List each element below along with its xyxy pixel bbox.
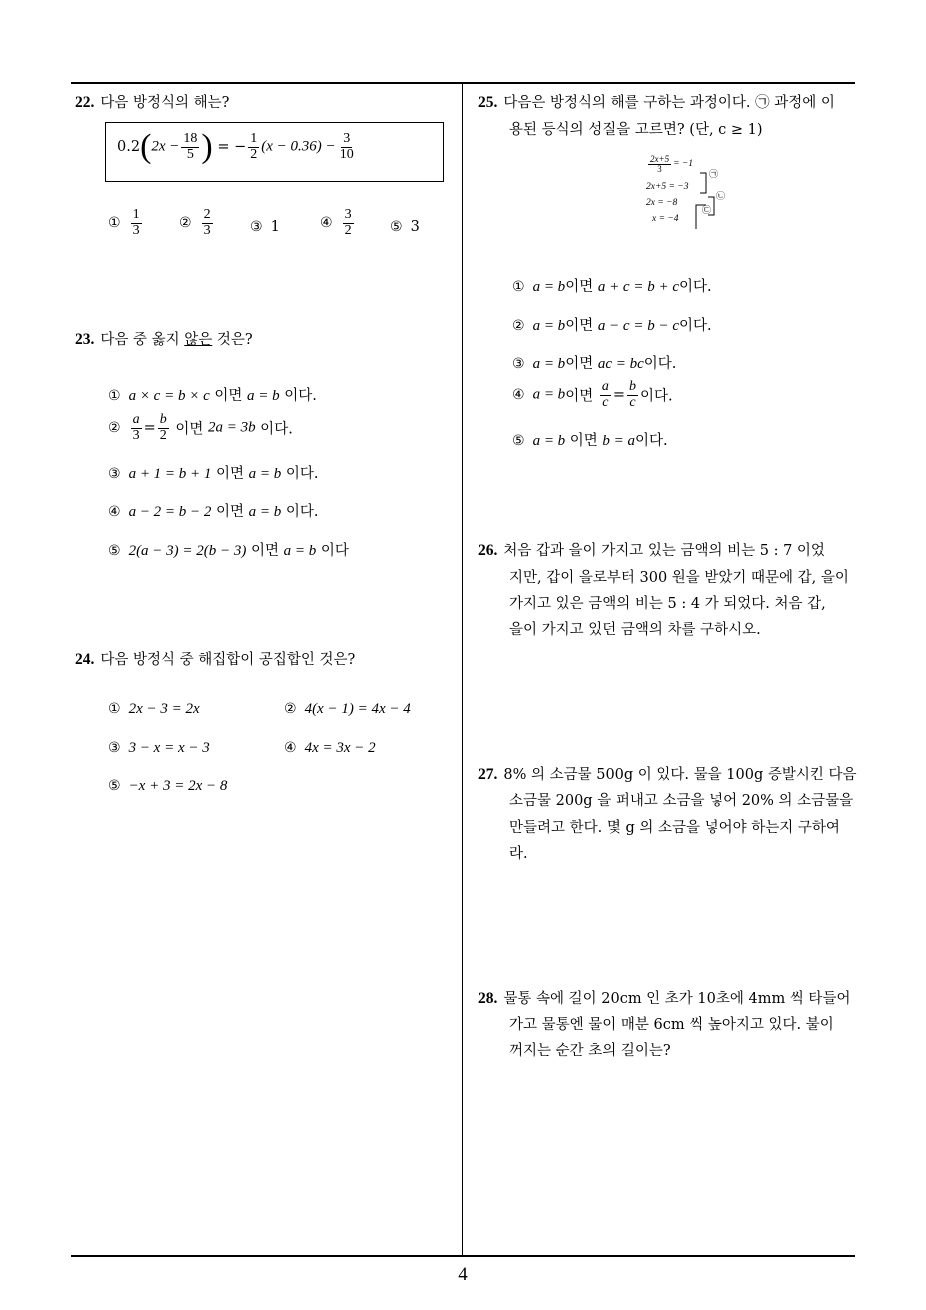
- choice-3[interactable]: ③ 3 − x = x − 3: [108, 740, 210, 756]
- choice-2[interactable]: ② $\frac{2}{3}$: [179, 207, 211, 238]
- choice-4[interactable]: ④ 4x = 3x − 2: [284, 740, 376, 756]
- question-text-line: 가지고 있은 금액의 비는 5 : 4 가 되었다. 처음 갑,: [509, 596, 826, 612]
- choice-2[interactable]: ② $\frac{a}{3}$ = $\frac{b}{2}$ 이면 2a = 3b 이다.: [108, 412, 293, 443]
- question-number: 22.: [75, 94, 95, 111]
- choice-4[interactable]: ④ a − 2 = b − 2 이면 a = b 이다.: [108, 504, 319, 520]
- choice-1[interactable]: ① $\frac{1}{3}$: [108, 207, 140, 238]
- choice-5[interactable]: ⑤ 3: [390, 219, 420, 235]
- choice-3[interactable]: ③ a + 1 = b + 1 이면 a = b 이다.: [108, 466, 319, 482]
- choice-4[interactable]: ④ $\frac{3}{2}$: [320, 207, 352, 238]
- question-number: 25.: [478, 94, 498, 111]
- question-text: 다음 방정식의 해는?: [100, 95, 230, 111]
- choice-1[interactable]: ① a × c = b × c 이면 a = b 이다.: [108, 388, 317, 404]
- question-text-line: 소금물 200g 을 퍼내고 소금을 넣어 20% 의 소금물을: [509, 793, 854, 809]
- step-1: $\frac{2x+5}{3}$ = −1: [650, 154, 694, 175]
- question-28: 28. 물통 속에 길이 20cm 인 초가 10초에 4mm 씩 타들어: [478, 990, 851, 1007]
- question-25: 25. 다음은 방정식의 해를 구하는 과정이다. ㉠ 과정에 이: [478, 94, 835, 111]
- question-number: 26.: [478, 542, 498, 559]
- choice-1[interactable]: ① a = b이면 a + c = b + c이다.: [512, 279, 712, 295]
- label-circled-giyeok: ㉠: [709, 170, 719, 180]
- question-text-line: 용된 등식의 성질을 고르면? (단, c ≥ 1): [509, 122, 763, 138]
- question-number: 27.: [478, 766, 498, 783]
- bottom-rule: [71, 1255, 855, 1257]
- fraction: $\frac{18}{5}$: [183, 130, 198, 162]
- question-22: [75, 95, 229, 111]
- question-text-line: 지만, 갑이 을로부터 300 원을 받았기 때문에 갑, 을이: [509, 570, 849, 586]
- fraction: $\frac{1}{2}$: [250, 130, 258, 162]
- choice-5[interactable]: ⑤ −x + 3 = 2x − 8: [108, 778, 228, 794]
- question-number: 28.: [478, 990, 498, 1007]
- choice-4[interactable]: ④ a = b이면 $\frac{a}{c}$ = $\frac{b}{c}$ 이다.: [512, 379, 673, 410]
- choice-3[interactable]: ③ 1: [250, 219, 280, 235]
- choice-2[interactable]: ② a = b이면 a − c = b − c이다.: [512, 318, 712, 334]
- choice-2[interactable]: ② 4(x − 1) = 4x − 4: [284, 701, 411, 717]
- fraction: $\frac{3}{10}$: [339, 130, 354, 162]
- equation-22: 0.2(2x − $\frac{18}{5}$ ) = − $\frac{1}{2}$ (x − 0.36) − $\frac{3}{10}$: [117, 128, 354, 165]
- question-number: 24.: [75, 651, 95, 668]
- question-text-line: 만들려고 한다. 몇 g 의 소금을 넣어야 하는지 구하여: [509, 820, 840, 836]
- step-4: x = −4: [652, 214, 679, 224]
- question-text-line: 라.: [509, 846, 528, 862]
- question-24: 24. 다음 방정식 중 해집합이 공집합인 것은?: [75, 651, 356, 668]
- page-number: 4: [458, 1264, 468, 1285]
- label-circled-digeut: ㉢: [702, 206, 712, 216]
- question-number: 23.: [75, 331, 95, 348]
- label-circled-nieun: ㉡: [716, 192, 726, 202]
- step-2: 2x+5 = −3: [646, 182, 689, 192]
- question-text-line: 을이 가지고 있던 금액의 차를 구하시오.: [509, 622, 761, 638]
- choice-3[interactable]: ③ a = b이면 ac = bc이다.: [512, 356, 677, 372]
- choice-5[interactable]: ⑤ 2(a − 3) = 2(b − 3) 이면 a = b 이다: [108, 543, 349, 559]
- underlined-word: 않은: [184, 332, 213, 348]
- question-text-line: 가고 물통엔 물이 매분 6cm 씩 높아지고 있다. 불이: [509, 1017, 834, 1033]
- question-26: 26. 처음 갑과 을이 가지고 있는 금액의 비는 5 : 7 이었: [478, 542, 825, 559]
- step-3: 2x = −8: [646, 198, 678, 208]
- choice-5[interactable]: ⑤ a = b 이면 b = a이다.: [512, 433, 668, 449]
- question-23: 23. 다음 중 옳지 않은 것은?: [75, 331, 253, 348]
- question-27: 27. 8% 의 소금물 500g 이 있다. 물을 100g 증발시킨 다음: [478, 766, 857, 783]
- column-divider: [462, 82, 463, 1257]
- choice-1[interactable]: ① 2x − 3 = 2x: [108, 701, 200, 717]
- question-text-line: 꺼지는 순간 초의 길이는?: [509, 1043, 671, 1059]
